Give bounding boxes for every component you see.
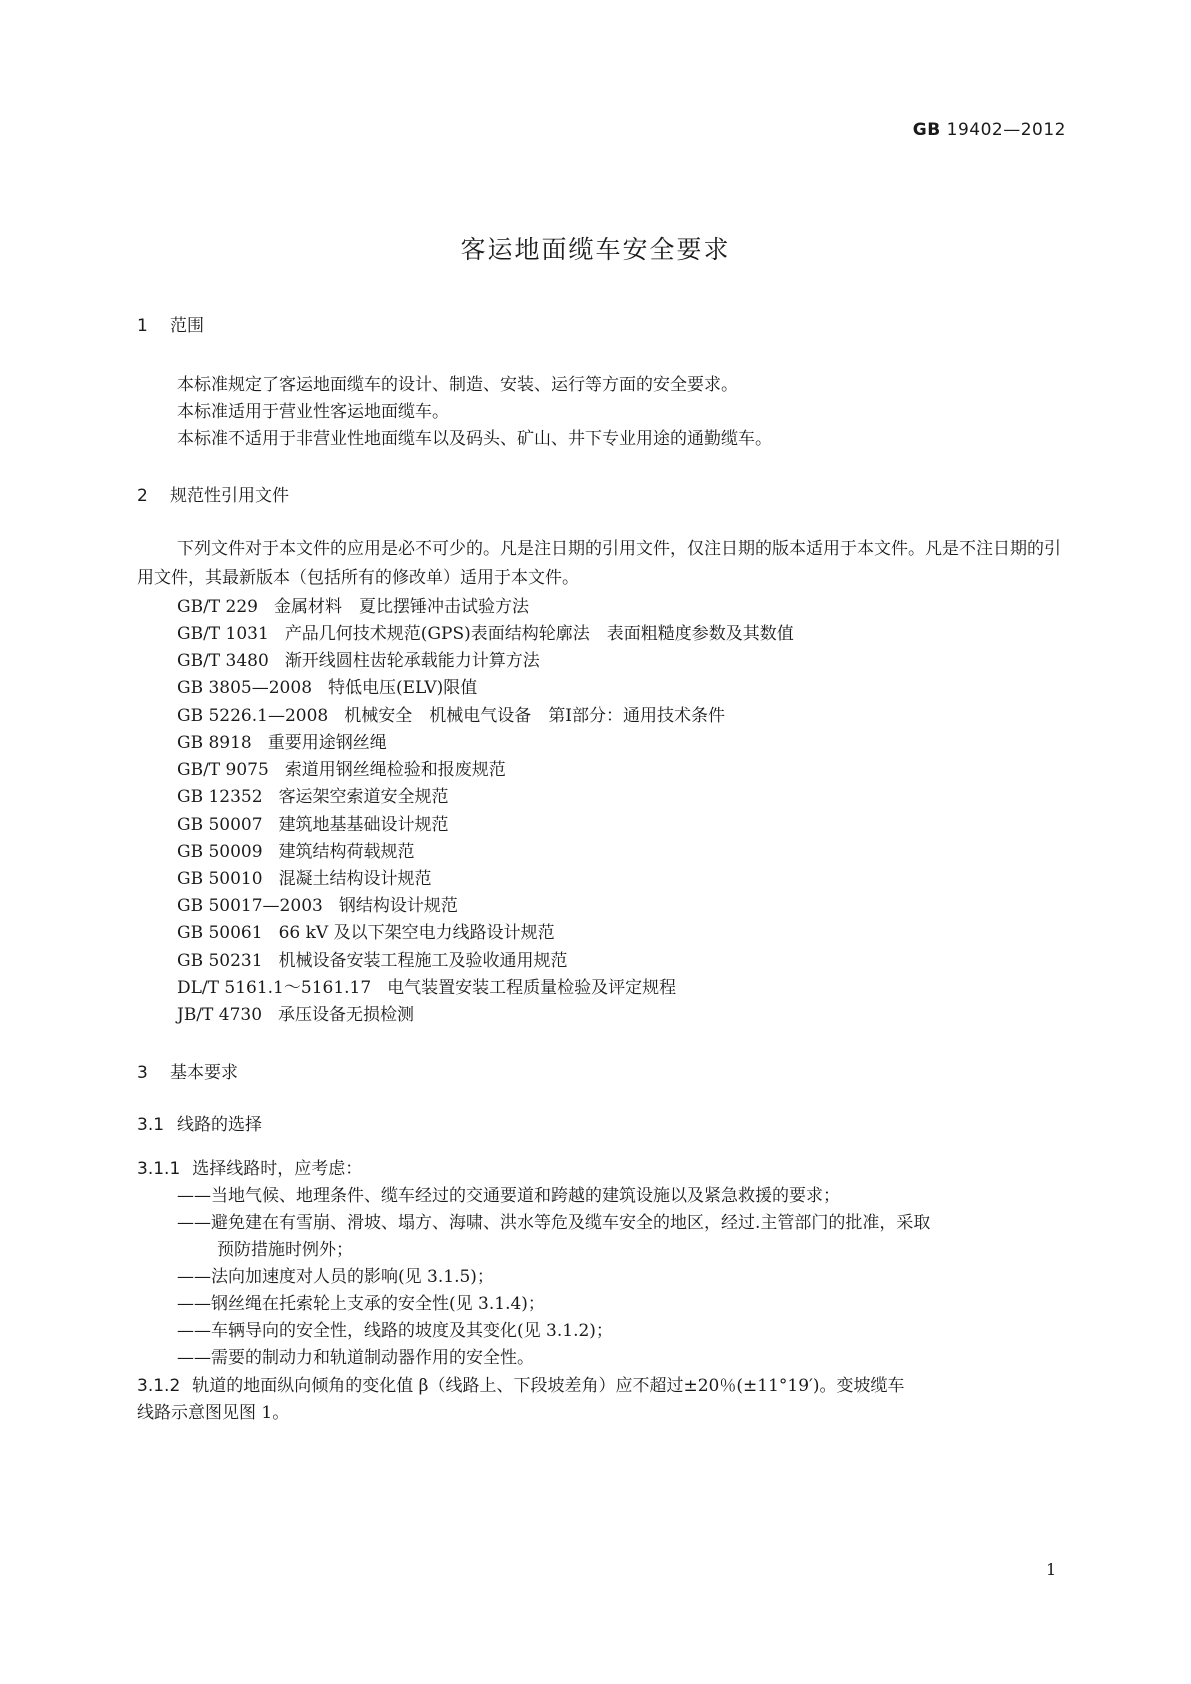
reference-code: GB/T 3480: [177, 651, 269, 671]
reference-item: [177, 891, 458, 916]
section-title: 线路的选择: [177, 1115, 262, 1135]
reference-code: GB/T 1031: [177, 624, 269, 644]
reference-title: 机械设备安装工程施工及验收通用规范: [278, 951, 568, 971]
reference-title: 66 kV 及以下架空电力线路设计规范: [278, 923, 555, 943]
list-item-continuation: 预防措施时例外；: [217, 1240, 353, 1260]
reference-code: DL/T 5161.1～5161.17: [177, 978, 372, 998]
list-item: ——当地气候、地理条件、缆车经过的交通要道和跨越的建筑设施以及紧急救援的要求；: [177, 1186, 840, 1206]
reference-item: [177, 619, 794, 644]
clause-number: 3.1.1: [137, 1159, 181, 1179]
reference-title: 特低电压(ELV)限值: [328, 678, 478, 698]
reference-title: 建筑地基基础设计规范: [278, 815, 449, 835]
section-number: 3: [137, 1063, 148, 1083]
reference-item: [177, 918, 555, 943]
references-intro: 下列文件对于本文件的应用是必不可少的。凡是注日期的引用文件，仅注日期的版本适用于本文件。凡是不注日期的引用文件，其最新版本（包括所有的修改单）适用于本文件。: [137, 539, 1061, 588]
reference-item: [177, 728, 387, 753]
reference-item: [177, 1000, 414, 1025]
scope-paragraph: 本标准不适用于非营业性地面缆车以及码头、矿山、井下专业用途的通勤缆车。: [177, 429, 772, 449]
section-heading-2: [137, 481, 289, 506]
reference-title: 金属材料 夏比摆锤冲击试验方法: [274, 597, 529, 617]
clause-3-1-2-continuation: 线路示意图见图 1。: [137, 1403, 290, 1423]
list-item: ——避免建在有雪崩、滑坡、塌方、海啸、洪水等危及缆车安全的地区，经过.主管部门的批准，采取: [177, 1213, 931, 1233]
reference-code: GB/T 9075: [177, 760, 269, 780]
list-item: ——钢丝绳在托索轮上支承的安全性(见 3.1.4)；: [177, 1294, 545, 1314]
reference-item: [177, 701, 725, 726]
reference-title: 客运架空索道安全规范: [278, 787, 449, 807]
clause-text: 选择线路时，应考虑：: [192, 1159, 363, 1179]
list-item: ——需要的制动力和轨道制动器作用的安全性。: [177, 1348, 534, 1368]
scope-paragraph: 本标准适用于营业性客运地面缆车。: [177, 402, 449, 422]
reference-item: [177, 837, 415, 862]
list-item: ——车辆导向的安全性，线路的坡度及其变化(见 3.1.2)；: [177, 1321, 613, 1341]
reference-item: [177, 592, 529, 617]
section-number: 1: [137, 316, 148, 336]
reference-item: [177, 646, 540, 671]
section-number: 3.1: [137, 1115, 165, 1135]
reference-code: GB/T 229: [177, 597, 258, 617]
reference-title: 钢结构设计规范: [338, 896, 458, 916]
reference-code: GB 8918: [177, 733, 252, 753]
reference-code: GB 50231: [177, 951, 263, 971]
reference-item: [177, 810, 449, 835]
standard-prefix: GB: [912, 120, 941, 140]
reference-item: [177, 673, 477, 698]
reference-code: GB 12352: [177, 787, 263, 807]
reference-title: 渐开线圆柱齿轮承载能力计算方法: [284, 651, 540, 671]
reference-code: GB 50061: [177, 923, 263, 943]
standard-number: 19402—2012: [946, 120, 1066, 140]
reference-code: GB 50007: [177, 815, 263, 835]
reference-item: [177, 755, 506, 780]
page-number: 1: [1046, 1560, 1057, 1579]
clause-number: 3.1.2: [137, 1376, 181, 1396]
reference-item: [177, 973, 676, 998]
reference-item: [177, 864, 432, 889]
subsection-heading-3-1: [137, 1110, 262, 1135]
reference-title: 建筑结构荷载规范: [278, 842, 415, 862]
section-title: 规范性引用文件: [170, 486, 289, 506]
scope-paragraph: 本标准规定了客运地面缆车的设计、制造、安装、运行等方面的安全要求。: [177, 375, 738, 395]
list-item: ——法向加速度对人员的影响(见 3.1.5)；: [177, 1267, 494, 1287]
reference-code: GB 50009: [177, 842, 263, 862]
section-heading-1: [137, 311, 204, 336]
reference-code: JB/T 4730: [177, 1005, 263, 1025]
reference-title: 产品几何技术规范(GPS)表面结构轮廓法 表面粗糙度参数及其数值: [284, 624, 794, 644]
reference-title: 混凝土结构设计规范: [278, 869, 432, 889]
reference-title: 承压设备无损检测: [278, 1005, 415, 1025]
clause-3-1-2: [137, 1371, 905, 1396]
standard-code: [913, 120, 1066, 140]
section-number: 2: [137, 486, 148, 506]
reference-code: GB 5226.1—2008: [177, 706, 329, 726]
reference-code: GB 50017—2003: [177, 896, 323, 916]
reference-title: 机械安全 机械电气设备 第Ⅰ部分：通用技术条件: [344, 706, 725, 726]
clause-3-1-1: [137, 1154, 362, 1179]
reference-item: [177, 946, 568, 971]
reference-title: 索道用钢丝绳检验和报废规范: [284, 760, 506, 780]
reference-item: [177, 782, 449, 807]
reference-code: GB 3805—2008: [177, 678, 313, 698]
reference-title: 重要用途钢丝绳: [267, 733, 387, 753]
reference-title: 电气装置安装工程质量检验及评定规程: [387, 978, 677, 998]
section-title: 基本要求: [170, 1063, 238, 1083]
document-title: 客运地面缆车安全要求: [460, 235, 731, 264]
clause-text: 轨道的地面纵向倾角的变化值 β（线路上、下段坡差角）应不超过±20％(±11°19′)。变坡缆车: [192, 1376, 905, 1396]
reference-code: GB 50010: [177, 869, 263, 889]
section-title: 范围: [170, 316, 204, 336]
section-heading-3: [137, 1058, 238, 1083]
